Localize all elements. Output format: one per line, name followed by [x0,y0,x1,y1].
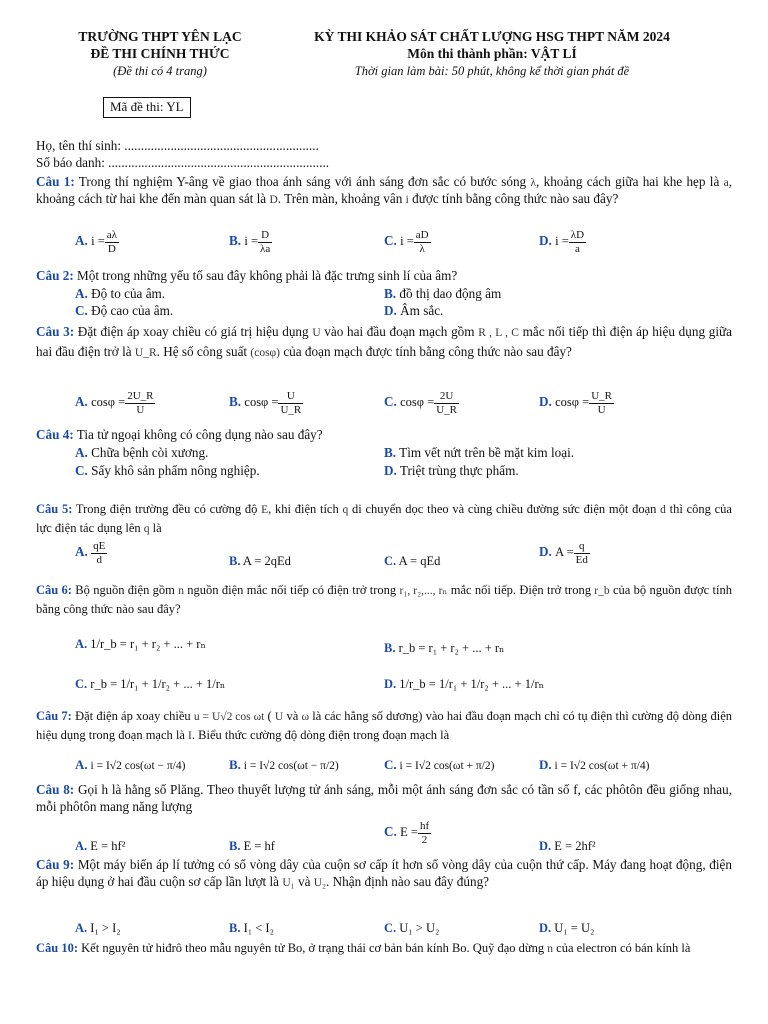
option-formula: r_b = r₁ + r₂ + ... + rₙ [398,641,505,655]
option-letter: A. [75,445,88,460]
option-formula: i = I√2 cos(ωt + π/4) [554,760,650,772]
question-label: Câu 3: [36,324,75,339]
option-letter: A. [75,233,88,249]
option-a[interactable] [75,838,125,854]
option-c[interactable] [384,757,494,774]
math-symbol: q [342,504,349,516]
question-text: ( [264,709,275,723]
numerator: U [278,390,303,404]
option-letter: A. [75,637,88,651]
math-symbol: U [274,711,284,723]
question-text: của đoạn mạch được tính bằng công thức nào sau đây? [280,343,572,359]
option-formula: A = qEd [398,554,441,568]
exam-time: Thời gian làm bài: 50 phút, không kể thời gian phát đề [354,64,630,78]
question-text: Một trong những yếu tố sau đây không phải là đặc trưng sinh lí của âm? [73,268,458,283]
math-symbol: R , L , C [478,327,519,339]
fraction [434,390,459,416]
option-formula: U₁ = U₂ [554,921,595,935]
math-symbol: U_R [134,346,157,359]
option-letter: C. [384,824,397,840]
option-d[interactable] [384,303,443,320]
formula-lhs: A = [555,545,574,560]
denominator: U_R [280,403,302,416]
denominator: Ed [575,553,588,566]
math-symbol: q [143,522,150,535]
question-7 [36,707,732,744]
question-label: Câu 8: [36,782,75,797]
option-formula: i = I√2 cos(ωt − π/2) [243,760,339,772]
numerator: qE [93,540,106,552]
question-10 [36,940,732,958]
option-b[interactable] [229,920,274,936]
question-text: Đặt điện áp xoay chiều [71,709,194,723]
option-formula: A = 2qEd [242,554,291,568]
question-label: Câu 5: [36,502,73,516]
math-symbol: U₂ [313,876,327,889]
option-letter: D. [384,677,397,691]
formula-lhs: i = [91,234,105,249]
denominator: U [597,403,606,416]
option-letter: B. [384,641,396,655]
option-formula: i = I√2 cos(ωt + π/2) [399,760,495,772]
denominator: U [136,403,145,416]
option-c[interactable] [75,463,260,480]
option-b[interactable] [229,757,339,774]
numerator: 2U_R [127,390,154,402]
question-text: . Trên màn, khoảng vân [277,190,406,206]
question-text: Kết nguyên tử hiđrô theo mẫu nguyên tử Bo, ở trạng thái cơ bản bán kính Bo. Quỹ đạo dừng [78,941,548,955]
numerator: λD [570,229,585,241]
math-symbol: r₁, r₂,..., rₙ [399,585,448,597]
question-8 [36,782,732,816]
denominator: U_R [436,403,457,416]
exam-title: KỲ THI KHẢO SÁT CHẤT LƯỢNG HSG THPT NĂM 2024 [314,29,670,44]
question-text: Bộ nguồn điện gồm [71,583,179,597]
option-text: Sấy khô sản phẩm nông nghiệp. [87,463,260,478]
numerator: aλ [106,229,117,241]
student-name-line: Họ, tên thí sinh: ........................................................... [36,138,319,153]
option-letter: D. [384,303,397,318]
option-a[interactable] [75,390,155,416]
option-b[interactable] [229,390,303,416]
question-text: và [283,709,302,723]
option-text: Âm sắc. [396,303,444,318]
numerator: D [258,229,272,243]
denominator: a [574,242,580,255]
option-d[interactable] [539,757,649,774]
option-letter: C. [384,554,397,568]
option-letter: D. [539,839,552,853]
option-formula: i = I√2 cos(ωt − π/4) [90,760,186,772]
option-c[interactable] [384,553,440,569]
numerator: U_R [591,390,612,402]
school-name: TRƯỜNG THPT YÊN LẠC [78,29,242,44]
fraction [569,229,586,255]
option-a[interactable] [75,286,165,303]
question-text: Đặt điện áp xoay chiều có giá trị hiệu dụng [74,324,313,339]
option-formula: 1/r_b = r₁ + r₂ + ... + rₙ [90,637,206,651]
formula-lhs: cosφ = [400,395,435,410]
math-symbol: D [269,193,278,206]
option-letter: B. [229,554,241,568]
math-symbol: I [188,729,192,742]
question-text: , khoảng cách từ hai khe đến màn quan sát là [36,174,732,206]
fraction [418,820,431,846]
option-d[interactable] [539,838,596,854]
option-b[interactable] [384,640,504,656]
question-text: Trong điện trường đều có cường độ [72,502,262,516]
option-text: Triệt trùng thực phẩm. [396,463,519,478]
question-text: là [149,520,162,535]
option-c[interactable] [75,303,173,320]
question-text: thì công của lực điện tác dụng lên [36,502,732,535]
question-label: Câu 7: [36,709,72,723]
option-formula: I₁ < I₂ [243,921,274,935]
option-letter: B. [229,394,242,410]
math-symbol: d [660,504,666,516]
option-a[interactable] [75,445,208,462]
question-text: , khoảng cách giữa hai khe hẹp là [536,174,724,189]
option-d[interactable] [384,676,544,692]
question-9 [36,857,732,891]
option-letter: B. [229,921,241,935]
denominator: λ [419,242,425,255]
fraction [414,229,431,255]
question-text: . Biểu thức cường độ dòng điện trong đoạn mạch là [191,727,450,742]
question-text: Trong thí nghiệm Y-âng về giao thoa ánh sáng với ánh sáng đơn sắc có bước sóng [74,174,531,189]
fraction [574,540,590,566]
option-letter: D. [539,921,552,935]
math-symbol: ω [301,711,310,723]
math-symbol: (cosφ) [250,346,281,359]
formula-lhs: cosφ = [91,395,126,410]
denominator: d [96,553,102,566]
option-d[interactable] [539,229,586,255]
question-text: . Nhận định nào sau đây đúng? [326,873,490,889]
option-text: đồ thị dao động âm [396,286,502,301]
option-a[interactable] [75,757,185,774]
option-d[interactable] [539,920,594,936]
fraction [91,540,107,566]
option-letter: D. [539,394,552,410]
question-text: di chuyển dọc theo và cùng chiều đường sức điện một đoạn [348,502,661,516]
option-formula: E = hf [243,839,275,853]
option-letter: A. [75,921,88,935]
fraction [258,229,272,255]
option-letter: C. [384,394,397,410]
option-c[interactable] [384,920,439,936]
question-6 [36,581,732,618]
question-label: Câu 1: [36,174,75,189]
fraction [105,229,119,255]
option-d[interactable] [539,540,590,566]
math-symbol: a [723,177,729,189]
math-symbol: λ [530,177,537,189]
numerator: q [574,540,590,554]
question-text: là các hằng số dương) vào hai đầu đoạn mạch chỉ có tụ điện thì cường độ dòng điện hiệu dụng trong đoạn mạch là [36,709,732,742]
denominator: D [107,242,116,255]
question-label: Câu 4: [36,427,74,442]
option-b[interactable] [229,229,272,255]
question-text: . Hệ số công suất [156,343,251,359]
question-text: nguồn điện mắc nối tiếp có điện trở trong [183,583,400,597]
formula-lhs: i = [244,234,259,249]
exam-code-box: Mã đề thi: YL [103,97,191,118]
math-symbol: U [312,327,321,339]
option-letter: A. [75,544,88,560]
option-letter: C. [75,677,88,691]
math-symbol: r_b [594,585,610,597]
option-letter: B. [384,286,397,301]
fraction [589,390,614,416]
math-symbol: n [547,943,554,955]
question-label: Câu 2: [36,268,74,283]
question-text: vào hai đầu đoạn mạch gồm [320,324,479,339]
option-letter: A. [75,839,88,853]
question-text: Tia tử ngoại không có công dụng nào sau đây? [73,427,323,442]
subject-title: Môn thi thành phần: VẬT LÍ [407,46,577,61]
question-5 [36,500,732,537]
option-c[interactable] [384,820,431,846]
formula-lhs: cosφ = [555,395,590,410]
question-text: mắc nối tiếp thì điện áp hiệu dụng giữa hai đầu điện trở là [36,324,732,359]
math-symbol: i [405,193,409,206]
denominator: 2 [421,833,428,846]
option-formula: r_b = 1/r₁ + 1/r₂ + ... + 1/rₙ [90,677,226,691]
option-text: Chữa bệnh còi xương. [87,445,209,460]
option-letter: B. [229,233,242,249]
question-3 [36,322,732,361]
option-d[interactable] [539,390,614,416]
option-a[interactable] [75,540,107,566]
option-letter: A. [75,757,88,772]
question-2 [36,268,732,285]
option-text: Độ cao của âm. [87,303,174,318]
question-text: của bộ nguồn được tính bằng công thức nào sau đây? [36,583,733,616]
question-label: Câu 10: [36,941,79,955]
math-symbol: u = U√2 cos ωt [193,711,265,723]
fraction [125,390,155,416]
option-letter: B. [384,445,397,460]
option-c[interactable] [384,229,431,255]
question-1 [36,174,732,208]
option-letter: D. [539,544,552,560]
numerator: 2U [434,390,459,404]
option-b[interactable] [229,553,291,569]
option-a[interactable] [75,920,121,936]
option-letter: C. [75,463,88,478]
option-letter: C. [384,921,397,935]
option-letter: C. [75,303,88,318]
option-formula: 1/r_b = 1/r₁ + 1/r₂ + ... + 1/rₙ [399,677,545,691]
question-text: Một máy biến áp lí tưởng có số vòng dây của cuộn sơ cấp ít hơn số vòng dây của cuộn thứ cấp. Máy đang hoạt động, điện áp hiệu dụng ở hai đầu cuộn sơ cấp lần lượt là [36,857,733,889]
option-letter: B. [229,839,241,853]
option-b[interactable] [384,445,574,462]
option-c[interactable] [384,390,459,416]
denominator: λa [260,242,271,255]
question-4 [36,427,732,444]
option-b[interactable] [229,838,275,854]
formula-lhs: E = [400,825,418,840]
question-text: Gọi h là hằng số Plăng. Theo thuyết lượng tử ánh sáng, mỗi một ánh sáng đơn sắc có tần số f, các phôtôn đều giống nhau, mỗi phôtôn mang năng lượng [36,782,732,814]
math-symbol: E [261,504,269,516]
official-label: ĐỀ THI CHÍNH THỨC [90,46,230,61]
option-a[interactable] [75,229,119,255]
option-c[interactable] [75,676,225,692]
question-text: của electron có bán kính là [553,941,691,955]
math-symbol: n [178,585,184,597]
option-d[interactable] [384,463,519,480]
option-formula: E = hf² [90,839,126,853]
option-a[interactable] [75,636,206,652]
formula-lhs: i = [555,234,569,249]
option-letter: D. [384,463,397,478]
page-count: (Đề thi có 4 trang) [113,64,207,78]
option-letter: D. [539,757,552,772]
question-label: Câu 9: [36,857,75,872]
numerator: hf [419,820,430,832]
question-text: được tính bằng công thức nào sau đây? [408,190,619,206]
option-letter: B. [229,757,241,772]
fraction [278,390,303,416]
option-letter: C. [384,757,397,772]
option-letter: A. [75,394,88,410]
option-letter: A. [75,286,88,301]
option-letter: D. [539,233,552,249]
student-id-line: Số báo danh: ................................................................... [36,155,330,170]
option-text: Độ to của âm. [87,286,166,301]
formula-lhs: cosφ = [244,395,279,410]
formula-lhs: i = [400,234,414,249]
option-formula: E = 2hf² [554,839,596,853]
question-text: và [294,873,314,889]
question-label: Câu 6: [36,583,72,597]
option-letter: C. [384,233,397,249]
option-formula: U₁ > U₂ [399,921,440,935]
numerator: aD [415,229,429,241]
option-formula: I₁ > I₂ [90,921,121,935]
question-text: , khi điện tích [268,502,343,516]
question-text: mắc nối tiếp. Điện trở trong [447,583,595,597]
option-b[interactable] [384,286,501,303]
option-text: Tìm vết nứt trên bề mặt kim loại. [396,445,575,460]
math-symbol: U₁ [282,876,295,889]
